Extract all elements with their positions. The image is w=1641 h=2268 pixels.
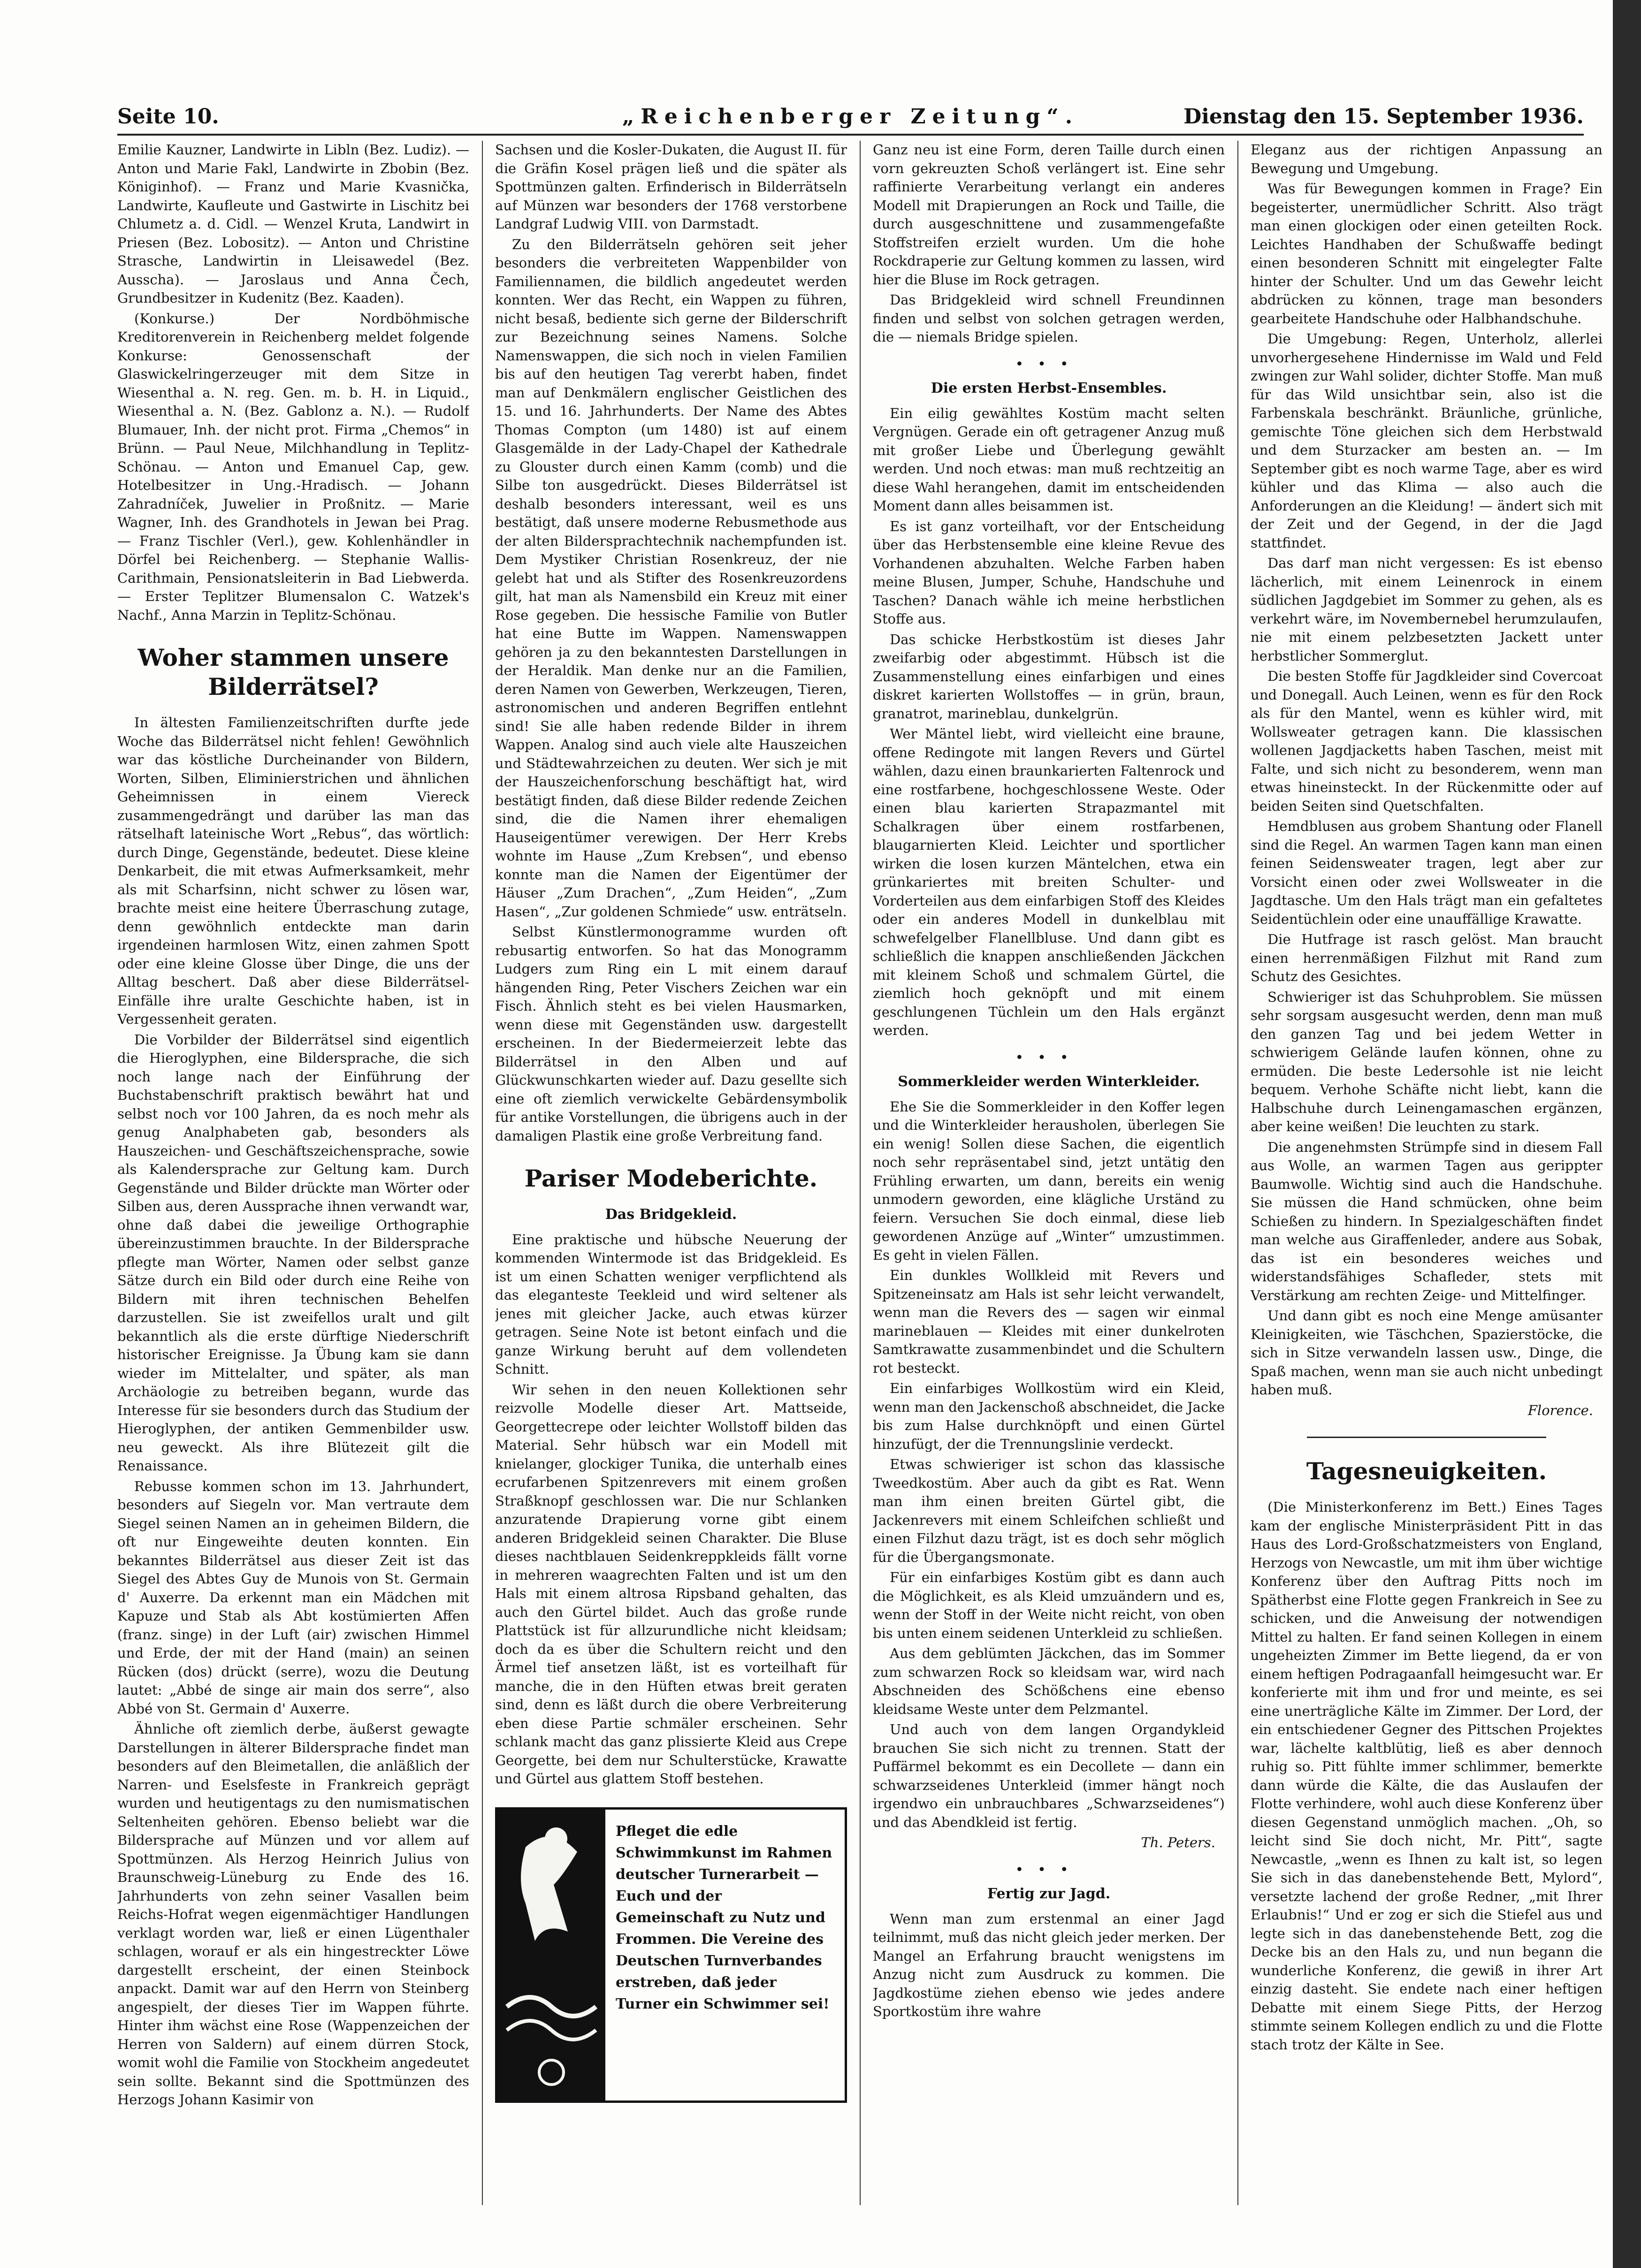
author-signature: Florence. xyxy=(1527,1402,1593,1418)
paragraph: Das schicke Herbstkostüm ist dieses Jahr zweifarbig oder abgestimmt. Hübsch ist die Zusammenstellung eines einfarbigen und eines diskret karierten Wollstoffes — in grün, braun, granatrot, marineblau, dunkelgrün. xyxy=(873,631,1225,722)
page-edge xyxy=(1613,0,1641,2268)
subheading-sommerkleider: Sommerkleider werden Winterkleider. xyxy=(898,1073,1200,1090)
page-header xyxy=(117,101,1584,136)
advertisement-text: Pfleget die edle Schwimmkunst im Rahmen deutscher Turnerarbeit — Euch und der Gemeinschaft zu Nutz und Frommen. Die Vereine des Deutschen Turnverbandes erstreben, daß jeder Turner ein Schwimmer sei! xyxy=(616,1823,832,2012)
paragraph: Und dann gibt es noch eine Menge amüsanter Kleinigkeiten, wie Täschchen, Spazierstöcke, die sich in Sitze verwandeln lassen usw., Dinge, die Spaß machen, wenn man sie auch nicht unbedingt haben muß. xyxy=(1251,1308,1603,1398)
section-separator: ••• xyxy=(1015,1861,1083,1878)
subheading-herbst-ensembles: Die ersten Herbst-Ensembles. xyxy=(931,380,1167,396)
paragraph: Wir sehen in den neuen Kollektionen sehr reizvolle Modelle dieser Art. Mattseide, Georgettecrepe oder leichter Wollstoff bilden das Material. Sehr hübsch war ein Modell mit knielanger, glockiger Tunika, die unterhalb eines ecrufarbenen Spitzenrevers mit einem großen Straßknopf geschlossen war. Die nur Schlanken anzuratende Drapierung vorne gibt einem anderen Bridgekleid seinen Charakter. Die Bluse dieses nachtblauen Seidenkreppkleids fällt vorne in mehreren waagrechten Falten und ist um den Hals mit einem altrosa Ripsband gehalten, das auch den Gürtel bildet. Auch das große runde Plattstück ist für allzurundliche nicht kleidsam; doch da es über die Schultern reicht und den Ärmel tief ansetzen läßt, ist es vorteilhaft für manche, die in den Hüften etwas breit geraten sind, denn es läßt durch die obere Verbreiterung eben diese Partie schmäler erscheinen. Sehr schlank macht das ganz plissierte Kleid aus Crepe Georgette, bei dem nur Schulterstücke, Krawatte und Gürtel aus glattem Stoff bestehen. xyxy=(495,1381,847,1787)
paragraph: Die Umgebung: Regen, Unterholz, allerlei unvorhergesehene Hindernisse im Wald und Feld zwingen zur Wahl solider, dichter Stoffe. Man muß für das Wild unsichtbar sein, also ist die Farbenskala beschränkt. Bräunliche, grünliche, gemischte Töne gleichen sich dem Herbstwald und dem Sturzacker am besten an. — Im September gibt es noch warme Tage, aber es wird kühler und das Klima — also auch die Anforderungen an die Kleidung! — ändert sich mit der Zeit und der Gegend, in der die Jagd stattfindet. xyxy=(1251,331,1603,551)
paragraph: Etwas schwieriger ist schon das klassische Tweedkostüm. Aber auch da gibt es Rat. Wenn man ihm einen breiten Gürtel gibt, die Jackenrevers mit einem Schleifchen schließt und einen Filzhut dazu trägt, ist es doch sehr möglich für die Übergangsmonate. xyxy=(873,1456,1225,1565)
paragraph: Sachsen und die Kosler-Dukaten, die August II. für die Gräfin Kosel prägen ließ und die später als Spottmünzen galten. Erfinderisch in Bilderrätseln auf Münzen war besonders der 1768 verstorbene Landgraf Ludwig VIII. von Darmstadt. xyxy=(495,142,847,232)
paragraph: Die Hutfrage ist rasch gelöst. Man braucht einen herrenmäßigen Filzhut mit Rand zum Schutz des Gesichtes. xyxy=(1251,931,1603,984)
paragraph: Eleganz aus der richtigen Anpassung an Bewegung und Umgebung. xyxy=(1251,142,1603,176)
column-1 xyxy=(117,141,469,2205)
column-rule xyxy=(860,141,861,2205)
paragraph: Das darf man nicht vergessen: Es ist ebenso lächerlich, mit einem Leinenrock in einem südlichen Jagdgebiet im Sommer zu gehen, als es verkehrt wäre, im Novembernebel herumzulaufen, nie mit einem pelzbesetzten Jackett unter herbstlicher Sommerglut. xyxy=(1251,555,1603,664)
paragraph: Ein eilig gewähltes Kostüm macht selten Vergnügen. Gerade ein oft getragener Anzug muß mit großer Liebe und Überlegung gewählt werden. Und noch etwas: man muß rechtzeitig an diese Wahl herangehen, damit im entscheidenden Moment dann alles beisammen ist. xyxy=(873,405,1225,514)
page-number: Seite 10. xyxy=(117,105,219,129)
paragraph: In ältesten Familienzeitschriften durfte jede Woche das Bilderrätsel nicht fehlen! Gewöhnlich war das köstliche Durcheinander von Bildern, Worten, Silben, Eliminierstrichen und ähnlichen Geheimnissen in einem Viereck zusammengedrängt und darüber las man das rätselhaft lateinische Wort „Rebus“, das wörtlich: durch Dinge, Gegenstände, bedeutet. Diese kleine Denkarbeit, die mit etwas Aufmerksamkeit, mehr als mit Scharfsinn, nicht schwer zu lösen war, brachte meist eine heitere Überraschung zutage, denn gewöhnlich entdeckte man darin irgendeinen harmlosen Witz, einen zahmen Spott oder eine kleine Glosse über Dinge, die uns der Alltag beschert. Daß aber diese Bilderrätsel-Einfälle ihre uralte Geschichte haben, ist in Vergessenheit geraten. xyxy=(117,715,469,1027)
paragraph: Es ist ganz vorteilhaft, vor der Entscheidung über das Herbstensemble eine kleine Revue des Vorhandenen abzuhalten. Welche Farben haben meine Blusen, Jumper, Schuhe, Handschuhe und Taschen? Danach wähle ich meine herbstlichen Stoffe aus. xyxy=(873,518,1225,627)
section-separator: ••• xyxy=(1015,1049,1083,1066)
paragraph: Ein einfarbiges Wollkostüm wird ein Kleid, wenn man den Jackenschoß abschneidet, die Jacke bis zum Halse durchknöpft und einen Gürtel hinzufügt, der die Trennungslinie verdeckt. xyxy=(873,1380,1225,1452)
paragraph: Was für Bewegungen kommen in Frage? Ein begeisterter, unermüdlicher Schritt. Also trägt man einen glockigen oder einen geteilten Rock. Leichtes Handhaben der Schußwaffe bedingt einen besonderen Schnitt mit eingelegter Falte hinter der Schulter. Und um das Gewehr leicht abdrücken zu können, trage man besonders gearbeitete Handschuhe oder Halbhandschuhe. xyxy=(1251,181,1603,327)
list-paragraph: Emilie Kauzner, Landwirte in Libln (Bez. Ludiz). — Anton und Marie Fakl, Landwirte in Zbobin (Bez. Königinhof). — Franz und Marie Kvasnička, Landwirte, Kaufleute und Gastwirte in Lischitz bei Chlumetz a. d. Cidl. — Wenzel Kruta, Landwirt in Priesen (Bez. Lobositz). — Anton und Christine Strasche, Landwirtin in Lleisawedel (Bez. Ausscha). — Jaroslaus und Anna Čech, Grundbesitzer in Kudenitz (Bez. Kaaden). xyxy=(117,142,469,306)
paragraph: Ehe Sie die Sommerkleider in den Koffer legen und die Winterkleider herausholen, überlegen Sie ein wenig! Sollen diese Sachen, die eigentlich noch sehr repräsentabel sind, jetzt untätig den Frühling erwarten, um dann, bereits ein wenig unmodern geworden, eine klägliche Urständ zu feiern. Versuchen Sie doch einmal, diese lieb gewordenen Anzüge auf „Winter“ umzustimmen. Es geht in vielen Fällen. xyxy=(873,1098,1225,1263)
paragraph: Schwieriger ist das Schuhproblem. Sie müssen sehr sorgsam ausgesucht werden, denn man muß den ganzen Tag und bei jedem Wetter in schwierigem Gelände laufen können, ohne zu ermüden. Die beste Ledersohle ist nie leicht bequem. Verhohe Schäfte nicht liebt, kann die Halbschuhe durch Leinengamaschen ergänzen, aber keine weißen! Die leuchten zu stark. xyxy=(1251,989,1603,1134)
paragraph: Die besten Stoffe für Jagdkleider sind Covercoat und Donegall. Auch Leinen, wenn es für den Rock als für den Mantel, wenn es kühler wird, mit Wollsweater getragen kann. Die klassischen wollenen Jagdjacketts haben Taschen, meist mit Falte, und sich nicht zu besonderem, wenn man etwas hineinsteckt. In der Rückenmitte oder auf beiden Seiten sind Quetschfalten. xyxy=(1251,668,1603,814)
paragraph: Eine praktische und hübsche Neuerung der kommenden Wintermode ist das Bridgekleid. Es ist um einen Schatten weniger verpflichtend als das eleganteste Teekleid und wird seltener als jenes mit gleicher Jacke, auch etwas kürzer getragen. Seine Note ist betont einfach und die ganze Wirkung beruht auf dem vollendeten Schnitt. xyxy=(495,1231,847,1377)
column-2 xyxy=(495,141,847,2205)
paragraph: Wer Mäntel liebt, wird vielleicht eine braune, offene Redingote mit langen Revers und Gürtel wählen, dazu einen braunkarierten Faltenrock und eine rostfarbene, hochgeschlossene Weste. Oder einen blau karierten Strapazmantel mit Schalkragen über einem rostfarbenen, blaugarnierten Kleid. Leichter und sportlicher wirken die losen kurzen Mäntelchen, etwa ein grünkariertes mit breiten Schulter- und Vorderteilen aus dem einfarbigen Stoff des Kleides oder ein anderes Modell in dunkelblau mit schwefelgelber Flanellbluse. Und dann gibt es schließlich die knappen anschließenden Jäckchen mit kleinem Schoß und schmalem Gürtel, die ziemlich hoch geknöpft und mit einem geschlungenen Tüchlein um den Hals ergänzt werden. xyxy=(873,726,1225,1038)
masthead: „Reichenberger Zeitung“. xyxy=(622,105,1079,129)
paragraph: Wenn man zum erstenmal an einer Jagd teilnimmt, muß das nicht gleich jeder merken. Der Mangel an Erfahrung braucht wenigstens im Anzug nicht zum Ausdruck zu kommen. Die Jagdkostüme ziehen ebenso wie jedes andere Sportkostüm ihre wahre xyxy=(873,1910,1225,2019)
paragraph: Ganz neu ist eine Form, deren Taille durch einen vorn gekreuzten Schoß verlängert ist. Eine sehr raffinierte Verarbeitung verlangt ein anderes Modell mit Drapierungen an Rock und Taille, die durch ausgeschnittene und zusammengefaßte Stoffstreifen erzielt wurden. Um die hohe Rockdraperie zur Geltung kommen zu lassen, wird hier die Bluse im Rock getragen. xyxy=(873,142,1225,288)
issue-date: Dienstag den 15. September 1936. xyxy=(1183,105,1584,129)
paragraph: Zu den Bilderrätseln gehören seit jeher besonders die verbreiteten Wappenbilder von Familiennamen, die bildlich angedeutet werden konnten. Wer das Recht, ein Wappen zu führen, nicht besaß, bediente sich gerne der Bilderschrift zur Bezeichnung seines Namens. Solche Namenswappen, die sich noch in vielen Familien bis auf den heutigen Tag vererbt haben, findet man auf Denkmälern englischer Geistlichen des 15. und 16. Jahrhunderts. Der Name des Abtes Thomas Compton (um 1480) ist auf einem Glasgemälde in der Lady-Chapel der Kathedrale zu Glouster durch einen Kamm (comb) und die Silbe ton ausgedrückt. Dieses Bilderrätsel ist deshalb besonders interessant, weil es uns bestätigt, daß unsere moderne Rebusmethode aus der alten Bildersprachtechnik nachempfunden ist. Dem Mystiker Christian Rosenkreuz, der nie gelebt hat und als Stifter des Rosenkreuzordens gilt, hat man als Namensbild ein Kreuz mit einer Rose gegeben. Die hessische Familie von Butler hat eine Butte im Wappen. Namenswappen gehören ja zu den bekanntesten Darstellungen in der Heraldik. Man denke nur an die Familien, deren Namen von Gewerben, Werkzeugen, Tieren, astronomischen und anderen Begriffen entlehnt sind! Sie alle haben redende Bilder in ihrem Wappen. Analog sind auch viele alte Hauszeichen und Städtewahrzeichen zu deuten. Wer sich je mit der Hauszeichenforschung beschäftigt hat, wird bestätigt finden, daß diese Bilder redende Zeichen sind, die die Namen ihrer ehemaligen Hauseigentümer verewigen. Der Herr Krebs wohnte im Hause „Zum Krebsen“, und ebenso konnte man die Namen der Eigentümer der Häuser „Zum Drachen“, „Zum Heiden“, „Zum Hasen“, „Zur goldenen Schmiede“ usw. enträtseln. xyxy=(495,236,847,920)
paragraph: Selbst Künstlermonogramme wurden oft rebusartig entworfen. So hat das Monogramm Ludgers zum Ring ein L mit einem darauf hängenden Ring, Peter Vischers Zeichen war ein Fisch. Ähnlich steht es bei vielen Hausmarken, wenn diese mit Gegenständen usw. dargestellt erscheinen. In der Biedermeierzeit lebte das Bilderrätsel in den Alben und auf Glückwunschkarten wieder auf. Dazu gesellte sich eine oft ziemlich verwickelte Gebärdensymbolik für antike Vorstellungen, die übrigens auch in der damaligen Plastik eine große Verbreitung fand. xyxy=(495,924,847,1144)
column-4 xyxy=(1251,141,1603,2205)
paragraph: Und auch von dem langen Organdykleid brauchen Sie sich nicht zu trennen. Statt der Puffärmel bekommt es ein Decollete — dann ein schwarzseidenes Unterkleid (immer hängt noch irgendwo ein unbrauchbares „Schwarzseidenes“) und das Abendkleid ist fertig. xyxy=(873,1721,1225,1830)
paragraph: Das Bridgekleid wird schnell Freundinnen finden und selbst von solchen getragen werden, die — niemals Bridge spielen. xyxy=(873,292,1225,345)
author-signature: Th. Peters. xyxy=(1141,1834,1215,1850)
swimmer-illustration xyxy=(497,1810,605,2101)
paragraph: Rebusse kommen schon im 13. Jahrhundert, besonders auf Siegeln vor. Man vertraute dem Siegel seinen Namen an in geheimen Bildern, die oft nur Eingeweihte deuten konnten. Ein bekanntes Bilderrätsel aus dieser Zeit ist das Siegel des Abtes Guy de Munois von St. Germain d' Auxerre. Da erkennt man ein Mädchen mit Kapuze und Stab als Abt kostümierten Affen (franz. singe) in der Luft (air) zwischen Himmel und Erde, der mit der Hand (main) an seinen Rücken (dos) drückt (serre), wozu die Deutung lautet: „Abbé de singe air main dos serre“, also Abbé von St. Germain d' Auxerre. xyxy=(117,1478,469,1717)
section-title-tagesneuigkeiten: Tagesneuigkeiten. xyxy=(1306,1457,1547,1485)
paragraph: Ähnliche oft ziemlich derbe, äußerst gewagte Darstellungen in älterer Bildersprache findet man besonders auf den Bleimetallen, die anläßlich der Narren- und Eselsfeste in Frankreich geprägt wurden und heutigentags zu den numismatischen Seltenheiten gehören. Ebenso beliebt war die Bildersprache auf Münzen und vor allem auf Spottmünzen. Als Herzog Heinrich Julius von Braunschweig-Lüneburg zu Ende des 16. Jahrhunderts von zehn seiner Vasallen beim Reichs-Hofrat wegen eigenmächtiger Handlungen verklagt worden war, ließ er einen Lügenthaler schlagen, worauf er als ein hingestreckter Löwe dargestellt erscheint, der einen Steinbock anpackt. Damit war auf den Herrn von Steinberg angespielt, der dieses Tier im Wappen führte. Hinter ihm wächst eine Rose (Wappenzeichen der Herren von Saldern) auf einem dürren Stock, womit wohl die Familie von Stockheim angedeutet sein sollte. Bekannt sind die Spottmünzen des Herzogs Johann Kasimir von xyxy=(117,1721,469,2108)
article-title-modeberichte: Pariser Modeberichte. xyxy=(524,1164,818,1192)
swimming-advertisement xyxy=(495,1807,847,2103)
subheading-bridgekleid: Das Bridgekleid. xyxy=(605,1206,737,1223)
column-rule xyxy=(1237,141,1238,2205)
article-title-bilderraetsel: Woher stammen unsere Bilderrätsel? xyxy=(137,644,449,700)
column-3 xyxy=(873,141,1225,2205)
paragraph: Ein dunkles Wollkleid mit Revers und Spitzeneinsatz am Hals ist sehr leicht verwandelt, wenn man die Revers des — sagen wir einmal marineblauen — Kleides mit einer dunkelroten Samtkrawatte zusammenbindet und die Schultern rot besteckt. xyxy=(873,1267,1225,1376)
section-separator: ••• xyxy=(1015,356,1083,373)
paragraph: Die Vorbilder der Bilderrätsel sind eigentlich die Hieroglyphen, eine Bildersprache, die sich noch lange nach der Einführung der Buchstabenschrift praktisch bewährt hat und selbst noch vor 100 Jahren, da es noch mehr als genug Analphabeten gab, besonders als Hauszeichen- und Geschäftszeichensprache, sowie als Kalendersprache zur Geltung kam. Durch Gegenstände und Bilder drückte man Wörter oder Silben aus, deren Aussprache ihnen verwandt war, ohne daß dabei die jeweilige Orthographie übereinzustimmen brauchte. In der Bildersprache pflegte man Wörter, Namen oder selbst ganze Sätze durch ein Bild oder durch eine Reihe von Bildern mit ihren technischen Behelfen darzustellen. Sie ist zweifellos uralt und gilt bekanntlich als die erste dürftige Niederschrift historischer Ereignisse. Ja Übung kam sie dann wieder im Mittelalter, und später, als man Archäologie zu betreiben begann, wurde das Interesse für sie besonders durch das Studium der Hieroglyphen, der antiken Gemmenbilder usw. neu geweckt. Als ihre Blütezeit gilt die Renaissance. xyxy=(117,1031,469,1474)
konkurse-paragraph: (Konkurse.) Der Nordböhmische Kreditorenverein in Reichenberg meldet folgende Konkurse: Genossenschaft der Glaswickelringerzeuger mit dem Sitze in Wiesenthal a. N. reg. Gen. m. b. H. in Liquid., Wiesenthal a. N. (Bez. Gablonz a. N.). — Rudolf Blumauer, Inh. der nicht prot. Firma „Chemos“ in Brünn. — Paul Neue, Milchhandlung in Teplitz-Schönau. — Anton und Emanuel Cap, gew. Hotelbesitzer in Ung.-Hradisch. — Johann Zahradníček, Juwelier in Proßnitz. — Marie Wagner, Inh. des Grandhotels in Jewan bei Prag. — Franz Tischler (Verl.), gew. Kohlenhändler in Dörfel bei Reichenberg. — Stephanie Wallis-Carithmain, Pensionatsleiterin in Bad Liebwerda. — Erster Teplitzer Blumensalon C. Watzek's Nachf., Anna Marzin in Teplitz-Schönau. xyxy=(117,310,469,623)
paragraph: (Die Ministerkonferenz im Bett.) Eines Tages kam der englische Ministerpräsident Pitt in das Haus des Lord-Großschatzmeisters von England, Herzogs von Newcastle, um mit ihm über wichtige Konferenz über den Auftrag Pitts noch im Spätherbst eine Flotte gegen Frankreich in See zu schicken, und die Anweisung der notwendigen Mittel zu halten. Er fand seinen Kollegen in einem ungeheizten Zimmer im Bette liegend, da er von einem heftigen Podragaanfall heimgesucht war. Er konferierte mit ihm und fror und meinte, es sei eine unerträgliche Kälte im Zimmer. Der Lord, der ein entschiedener Gegner des Pittschen Projektes war, lächelte kaltblütig, ließ es aber dennoch ruhig so. Pitt fühlte immer schlimmer, bemerkte dann würde die Kälte, die das Auslaufen der Flotte verhindere, wohl auch diese Konferenz über diesen Gegenstand unmöglich machen. „Oh, so leicht sind Sie doch nicht, Mr. Pitt“, sagte Newcastle, „wenn es Ihnen zu kalt ist, so legen Sie sich in das danebenstehende Bett, Mylord“, versetzte lachend der große Redner, „mit Ihrer Erlaubnis!“ Und er zog er sich die Stiefel aus und legte sich in das danebenstehende Bett, zog die Decke bis an den Hals zu, und nun begann die wunderliche Konferenz, die gewiß in ihrer Art einzig dasteht. Sie endete nach einer heftigen Debatte mit einem Siege Pitts, der Herzog stimmte seinem Kollegen endlich zu und die Flotte stach trotz der Kälte in See. xyxy=(1251,1499,1603,2053)
paragraph: Hemdblusen aus grobem Shantung oder Flanell sind die Regel. An warmen Tagen kann man einen feinen Seidensweater tragen, legt aber zur Vorsicht einen oder zwei Wollsweater in die Jagdtasche. Um den Hals trägt man ein gefaltetes Seidentüchlein oder eine unauffällige Krawatte. xyxy=(1251,818,1603,927)
column-rule xyxy=(482,141,483,2205)
paragraph: Die angenehmsten Strümpfe sind in diesem Fall aus Wolle, an warmen Tagen aus gerippter Baumwolle. Wichtig sind auch die Handschuhe. Sie müssen die Hand schmücken, ohne beim Schießen zu hindern. In Spezialgeschäften findet man welche aus Giraffenleder, andere aus Sobak, das ist ein besonderes weiches und widerstandsfähiges Schafleder, stets mit Verstärkung am rechten Zeige- und Mittelfinger. xyxy=(1251,1139,1603,1303)
subheading-jagd: Fertig zur Jagd. xyxy=(987,1886,1111,1902)
paragraph: Aus dem geblümten Jäckchen, das im Sommer zum schwarzen Rock so kleidsam war, wird nach Abschneiden des Schößchens eine ebenso kleidsame Weste unter dem Pelzmantel. xyxy=(873,1645,1225,1717)
section-rule xyxy=(1307,1437,1546,1438)
paragraph: Für ein einfarbiges Kostüm gibt es dann auch die Möglichkeit, es als Kleid umzuändern und es, wenn der Stoff in der Weite nicht reicht, von oben bis unten einem seidenen Unterkleid zu schließen. xyxy=(873,1569,1225,1641)
